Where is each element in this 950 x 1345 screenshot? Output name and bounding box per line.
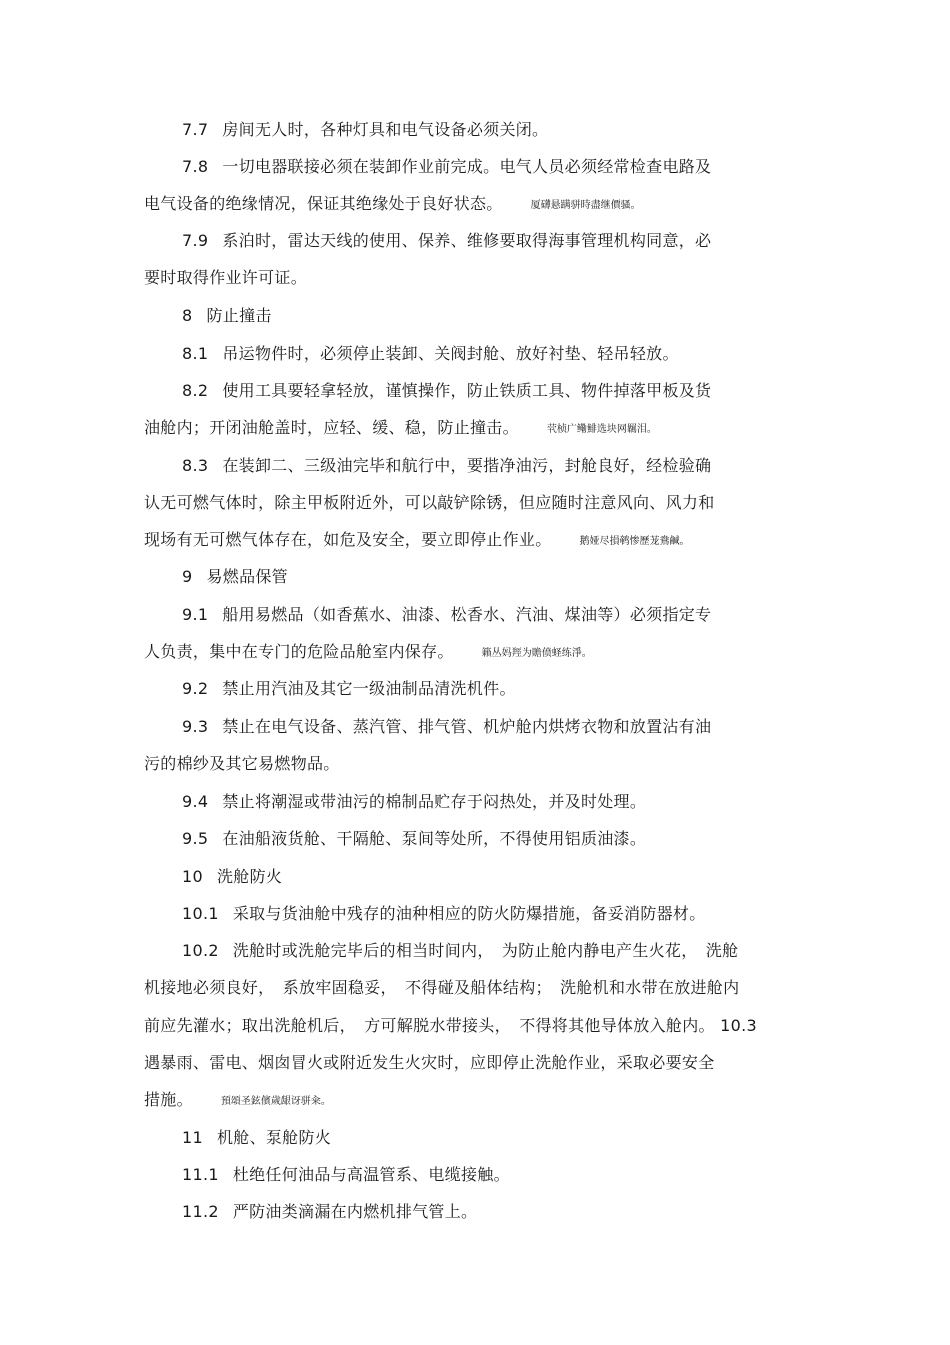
clause-text: 油舱内；开闭油舱盖时，应轻、缓、稳，防止撞击。: [144, 418, 519, 437]
clause-number: 8.2: [182, 381, 209, 400]
section-title: 防止撞击: [206, 306, 272, 325]
clause-number: 11.1: [182, 1165, 219, 1184]
clause-number: 9.4: [182, 792, 209, 811]
clause-number: 9.1: [182, 605, 209, 624]
clause-8-2: [182, 381, 711, 401]
clause-text: 洗舱时或洗舱完毕后的相当时间内， 为防止舱内静电产生火花， 洗舱: [232, 941, 739, 960]
clause-8-3: [182, 456, 711, 476]
clause-text: 前应先灌水；取出洗舱机后， 方可解脱水带接头， 不得将其他导体放入舱内。 10.3: [144, 1016, 758, 1035]
clause-number: 7.7: [182, 120, 209, 139]
clause-text: 房间无人时，各种灯具和电气设备必须关闭。: [222, 120, 549, 139]
section-number: 11: [182, 1128, 203, 1147]
clause-text: 采取与货油舱中残存的油种相应的防火防爆措施，备妥消防器材。: [232, 904, 706, 923]
clause-number: 9.3: [182, 717, 209, 736]
clause-text: 污的棉纱及其它易燃物品。: [144, 754, 340, 773]
clause-8-1: [182, 344, 679, 364]
clause-10-3-cont1: [144, 1053, 715, 1073]
clause-number: 8.3: [182, 456, 209, 475]
section-number: 9: [182, 567, 193, 586]
clause-text: 遇暴雨、雷电、烟囱冒火或附近发生火灾时，应即停止洗舱作业，采取必要安全: [144, 1053, 715, 1072]
clause-number: 7.8: [182, 157, 209, 176]
clause-text: 禁止将潮湿或带油污的棉制品贮存于闷热处，并及时处理。: [222, 792, 647, 811]
clause-text: 机接地必须良好， 系放牢固稳妥， 不得碰及船体结构； 洗舱机和水带在放进舱内: [144, 978, 740, 997]
clause-7-8: [182, 157, 711, 177]
garbled-note: 預頌圣鉉儐歲龈讶骈籴。: [220, 1096, 331, 1107]
section-number: 10: [182, 867, 203, 886]
garbled-note: 厦礴悬蹒骈時盡继價骚。: [530, 200, 641, 211]
clause-text: 要时取得作业许可证。: [144, 268, 308, 287]
clause-8-3-cont1: [144, 493, 715, 513]
clause-9-1: [182, 605, 711, 625]
clause-text: 杜绝任何油品与高温管系、电缆接触。: [232, 1165, 510, 1184]
clause-text: 认无可燃气体时，除主甲板附近外，可以敲铲除锈，但应随时注意风向、风力和: [144, 493, 715, 512]
clause-7-9: [182, 231, 711, 251]
clause-7-9-cont: [144, 268, 307, 288]
clause-9-4: [182, 792, 646, 812]
garbled-note: 鹅娅尽損鹌惨歷茏鴦鹹。: [579, 536, 690, 547]
clause-text: 禁止用汽油及其它一级油制品清洗机件。: [222, 679, 516, 698]
clause-number: 8.1: [182, 344, 209, 363]
clause-text: 使用工具要轻拿轻放，谨慎操作，防止铁质工具、物件掉落甲板及货: [222, 381, 712, 400]
clause-7-8-cont: [144, 194, 641, 216]
clause-text: 电气设备的绝缘情况，保证其绝缘处于良好状态。: [144, 194, 503, 213]
clause-text: 现场有无可燃气体存在，如危及安全，要立即停止作业。: [144, 530, 552, 549]
section-10-heading: [182, 867, 282, 887]
garbled-note: 籟丛妈羥为贍偾蛏练淨。: [481, 648, 592, 659]
section-title: 洗舱防火: [216, 867, 283, 886]
clause-text: 船用易燃品（如香蕉水、油漆、松香水、汽油、煤油等）必须指定专: [222, 605, 712, 624]
section-8-heading: [182, 306, 272, 326]
section-9-heading: [182, 567, 288, 587]
clause-9-1-cont: [144, 642, 592, 664]
clause-number: 9.5: [182, 829, 209, 848]
section-11-heading: [182, 1128, 331, 1148]
clause-11-2: [182, 1202, 477, 1222]
clause-9-3: [182, 717, 711, 737]
clause-10-2-cont1: [144, 978, 739, 998]
clause-7-7: [182, 120, 548, 140]
section-number: 8: [182, 306, 193, 325]
clause-text: 严防油类滴漏在内燃机排气管上。: [232, 1202, 478, 1221]
section-title: 易燃品保管: [206, 567, 288, 586]
clause-number: 11.2: [182, 1202, 219, 1221]
clause-8-3-cont2: [144, 530, 690, 552]
clause-9-3-cont: [144, 754, 340, 774]
clause-text: 在装卸二、三级油完毕和航行中，要揩净油污，封舱良好，经检验确: [222, 456, 712, 475]
clause-text: 一切电器联接必须在装卸作业前完成。电气人员必须经常检查电路及: [222, 157, 712, 176]
clause-number: 9.2: [182, 679, 209, 698]
clause-9-2: [182, 679, 516, 699]
section-title: 机舱、泵舱防火: [216, 1128, 332, 1147]
clause-number: 10.1: [182, 904, 219, 923]
clause-text: 在油船液货舱、干隔舱、泵间等处所，不得使用铝质油漆。: [222, 829, 647, 848]
clause-text: 人负责，集中在专门的危险品舱室内保存。: [144, 642, 454, 661]
clause-11-1: [182, 1165, 510, 1185]
clause-10-2: [182, 941, 738, 961]
clause-10-3-cont2: [144, 1090, 331, 1112]
clause-text: 措施。: [144, 1090, 193, 1109]
clause-text: 系泊时，雷达天线的使用、保养、维修要取得海事管理机构同意，必: [222, 231, 712, 250]
clause-number: 7.9: [182, 231, 209, 250]
clause-text: 吊运物件时，必须停止装卸、关阀封舱、放好衬垫、轻吊轻放。: [222, 344, 679, 363]
clause-8-2-cont: [144, 418, 657, 440]
garbled-note: 茕桢广鳓鯡选块网羈泪。: [546, 424, 657, 435]
clause-10-2-cont2: [144, 1016, 757, 1036]
clause-9-5: [182, 829, 646, 849]
clause-10-1: [182, 904, 706, 924]
clause-text: 禁止在电气设备、蒸汽管、排气管、机炉舱内烘烤衣物和放置沾有油: [222, 717, 712, 736]
clause-number: 10.2: [182, 941, 219, 960]
